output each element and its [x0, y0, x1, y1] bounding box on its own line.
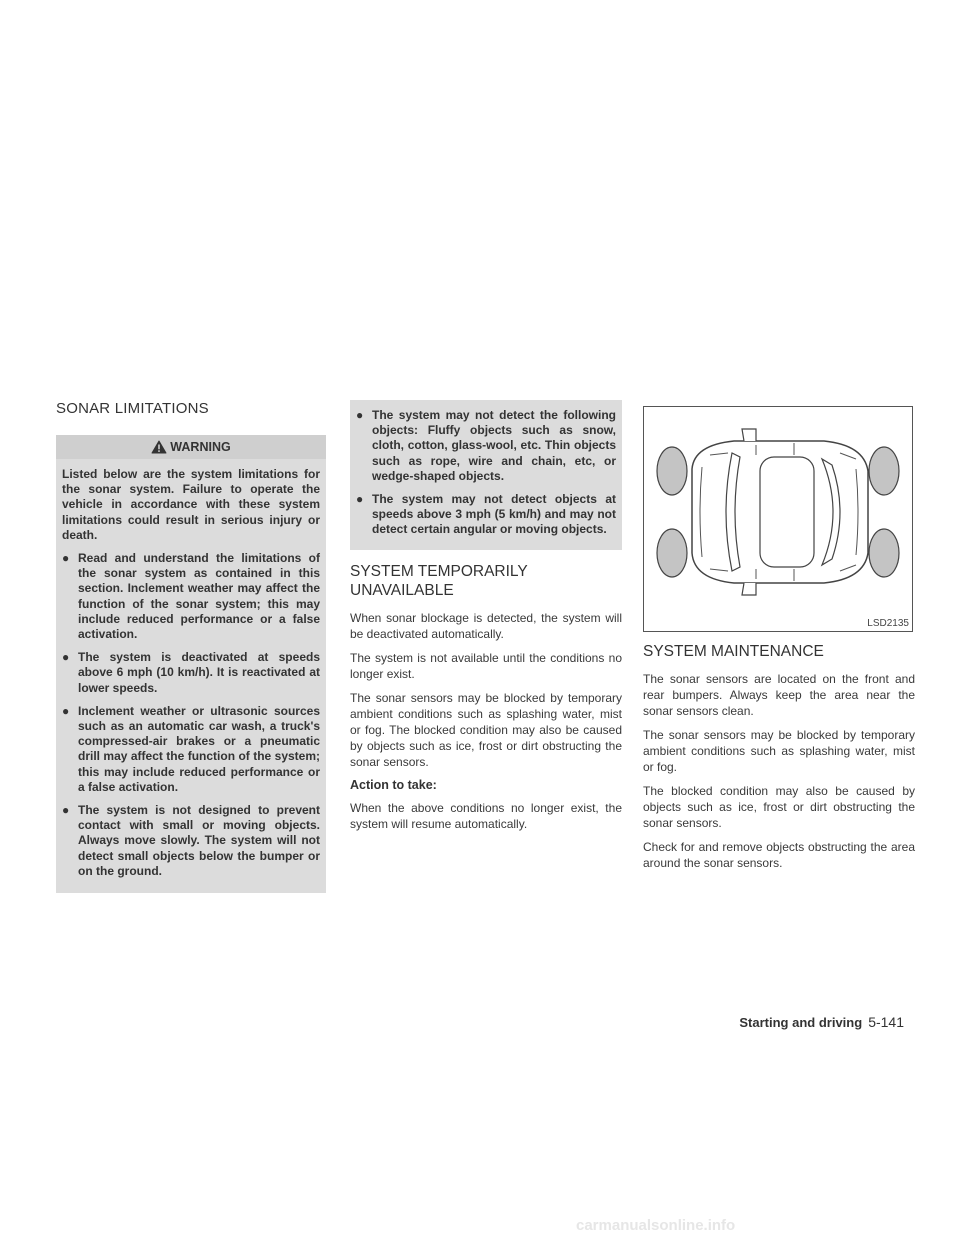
- body-paragraph: The sonar sensors are located on the front and rear bumpers. Always keep the area near the sonar sensors clean.: [643, 672, 915, 718]
- action-heading: Action to take:: [350, 777, 437, 792]
- column-right: [643, 406, 915, 879]
- sensor-zone-rear-left: [657, 529, 687, 577]
- body-paragraph: The blocked condition may also be caused by objects such as ice, frost or dirt obstructing the sonar sensors.: [643, 784, 915, 830]
- section-title-system-temporarily-unavailable: SYSTEM TEMPORARILY UNAVAILABLE: [350, 562, 528, 599]
- column-middle: [350, 400, 622, 840]
- body-paragraph: The sonar sensors may be blocked by temporary ambient conditions such as splashing water, mist or fog.: [643, 728, 915, 774]
- warning-box: [56, 435, 326, 893]
- car-sensor-diagram: [644, 407, 912, 631]
- warning-item: ● The system may not detect objects at speeds above 3 mph (5 km/h) and may not detect certain angular or moving objects.: [356, 492, 616, 537]
- warning-item: ● The system is deactivated at speeds above 6 mph (10 km/h). It is reactivated at lower speeds.: [62, 650, 320, 695]
- section-title-system-maintenance: SYSTEM MAINTENANCE: [643, 643, 824, 660]
- warning-heading: WARNING: [170, 440, 231, 454]
- sensor-zone-front-left: [657, 447, 687, 495]
- warning-header: [56, 435, 326, 459]
- warning-item: ● The system is not designed to prevent contact with small or moving objects. Always move slowly. The system will not detect small objects below the bumper or on the ground.: [62, 803, 320, 878]
- warning-intro: Listed below are the system limitations for the sonar system. Failure to operate the vehicle in accordance with these system limitations could result in serious injury or death.: [62, 467, 320, 542]
- body-paragraph: Check for and remove objects obstructing the area around the sonar sensors.: [643, 840, 915, 870]
- warning-triangle-icon: [151, 440, 167, 454]
- mirror-right: [742, 583, 756, 595]
- warning-item: ● The system may not detect the following objects: Fluffy objects such as snow, cloth, cotton, glass-wool, etc. Thin objects such as rope, wire and chain, etc, or wedge-shaped objects.: [356, 408, 616, 483]
- bullet-icon: ●: [356, 408, 364, 422]
- sensor-zone-rear-right: [869, 529, 899, 577]
- bullet-icon: ●: [62, 703, 70, 718]
- mirror-left: [742, 429, 756, 441]
- warning-box-continued: [350, 400, 622, 550]
- body-paragraph: When sonar blockage is detected, the system will be deactivated automatically.: [350, 610, 622, 641]
- chapter-title: Starting and driving: [739, 1015, 863, 1030]
- body-paragraph: The system is not available until the conditions no longer exist.: [350, 650, 622, 681]
- sensor-diagram-figure: [643, 406, 913, 632]
- page-footer: [739, 1014, 904, 1030]
- watermark: carmanualsonline.info: [576, 1217, 736, 1234]
- column-left: [56, 400, 326, 893]
- figure-code: LSD2135: [867, 618, 909, 629]
- bullet-icon: ●: [62, 650, 70, 665]
- warning-item: ● Inclement weather or ultrasonic sources such as an automatic car wash, a truck's compressed-air brakes or a pneumatic drill may affect the function of the system; this may include reduced performance or a false activation.: [62, 703, 320, 794]
- section-title-sonar-limitations: SONAR LIMITATIONS: [56, 400, 209, 417]
- sensor-zone-front-right: [869, 447, 899, 495]
- bullet-icon: ●: [62, 551, 70, 566]
- bullet-icon: ●: [356, 492, 364, 507]
- body-paragraph: The sonar sensors may be blocked by temporary ambient conditions such as splashing water, mist or fog. The blocked condition may also be caused by objects such as ice, frost or dirt obstructing the sonar sensors.: [350, 690, 622, 769]
- car-roof: [760, 457, 814, 567]
- action-text: When the above conditions no longer exist, the system will resume automatically.: [350, 800, 622, 831]
- bullet-icon: ●: [62, 803, 70, 818]
- warning-item: ● Read and understand the limitations of the sonar system as contained in this section. Inclement weather may affect the function of the sonar system; this may include reduced performance or a false activation.: [62, 551, 320, 642]
- page-number: 5-141: [868, 1014, 904, 1030]
